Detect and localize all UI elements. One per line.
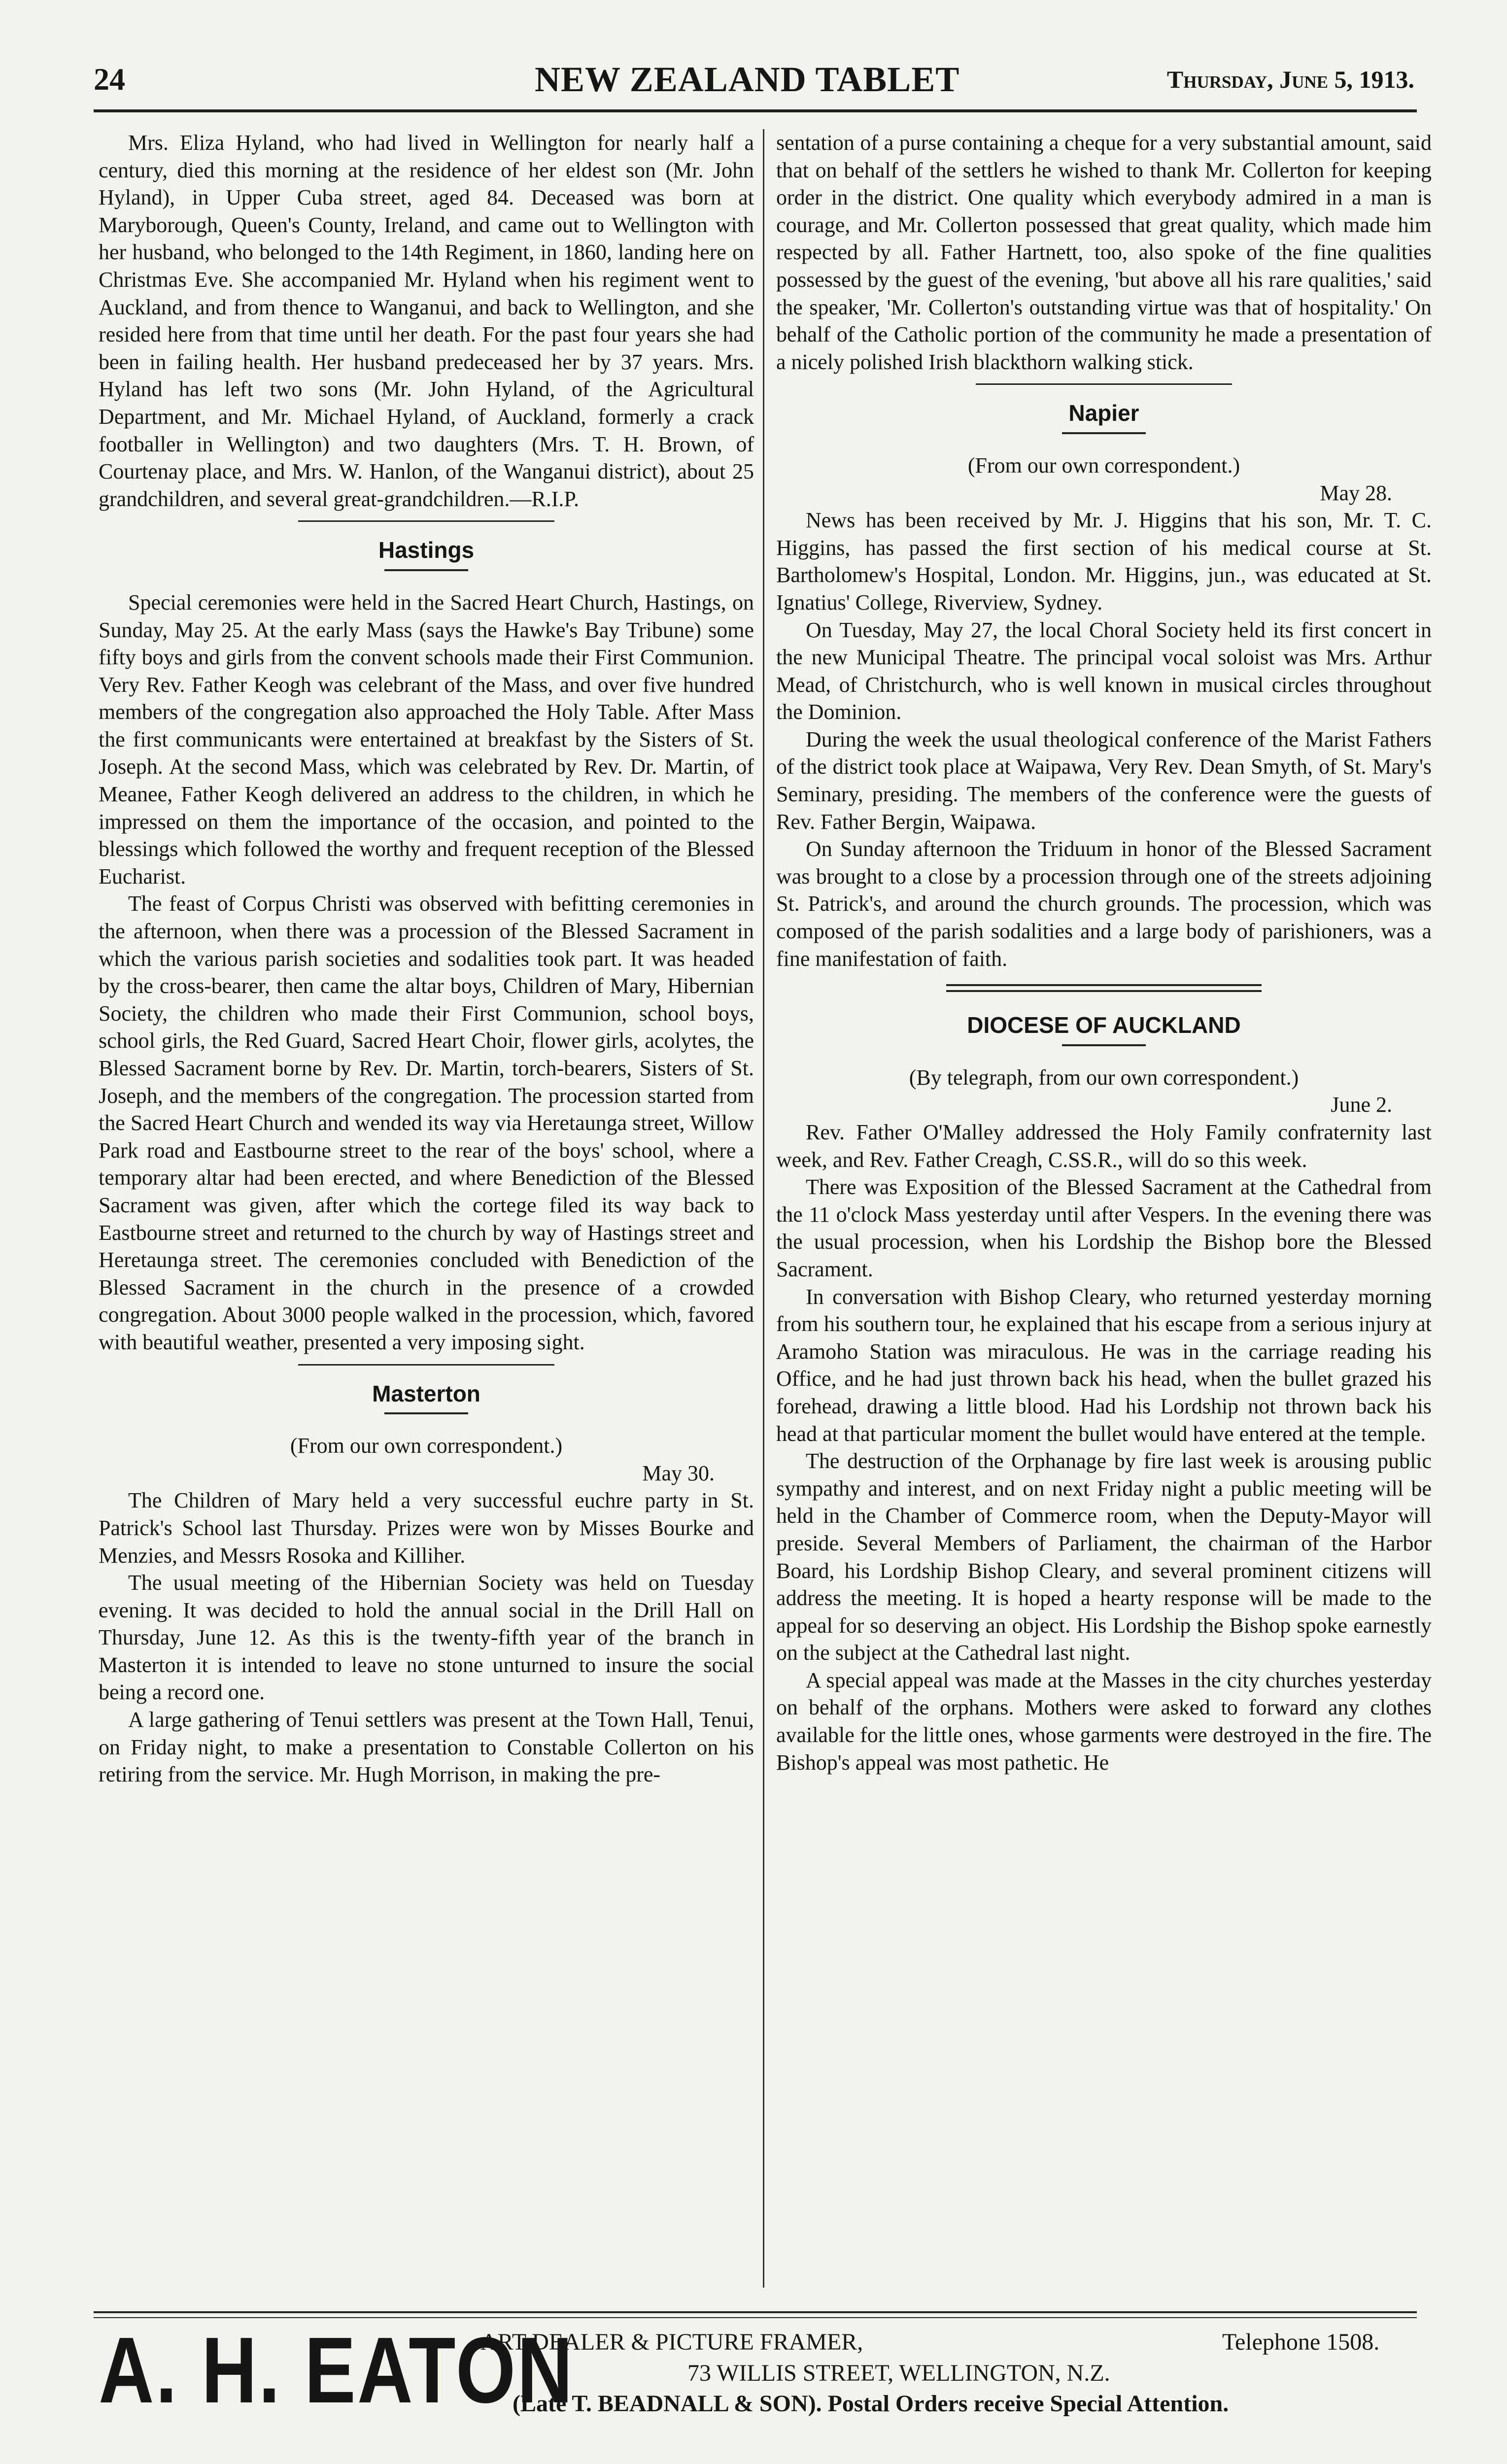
masterton-paragraph-3: A large gathering of Tenui settlers was present at the Town Hall, Tenui, on Friday night, to make a presentation to Constable Collerton on his retiring from the service. Mr. Hugh Morrison, in making the pre-: [99, 1708, 754, 1787]
auckland-correspondent: (By telegraph, from our own correspondent.): [909, 1065, 1299, 1090]
advertiser-phone: Telephone 1508.: [1222, 2329, 1380, 2355]
issue-date: Thursday, June 5, 1913.: [1166, 66, 1414, 93]
auckland-paragraph-4: The destruction of the Orphanage by fire last week is arousing public sympathy and interest, and on next Friday night a public meeting will be held in the Chamber of Commerce room, when the Deputy-Mayor will preside. Several Members of Parliament, the chairman of the Harbor Board, his Lordship Bishop Cleary, and several prominent citizens will address the meeting. It is hoped a hearty response will be made to the appeal for so deserving an object. His Lordship the Bishop spoke earnestly on the subject at the Cathedral last night.: [776, 1449, 1432, 1665]
section-divider: [298, 1364, 554, 1366]
masterton-dateline: May 30.: [642, 1461, 715, 1485]
header-rule: [94, 109, 1417, 112]
heading-rule: [384, 569, 468, 571]
page-header: [94, 55, 1414, 109]
advertiser-address: 73 WILLIS STREET, WELLINGTON, N.Z.: [687, 2360, 1110, 2386]
napier-heading: Napier: [1068, 400, 1139, 426]
auckland-paragraph-1: Rev. Father O'Malley addressed the Holy Family confraternity last week, and Rev. Father Creagh, C.SS.R., will do so this week.: [776, 1120, 1432, 1172]
section-divider: [298, 520, 554, 522]
left-column: [99, 129, 754, 1788]
hastings-paragraph-1: Special ceremonies were held in the Sacred Heart Church, Hastings, on Sunday, May 25. At the early Mass (says the Hawke's Bay Tribune) some fifty boys and girls from the convent schools made their First Communion. Very Rev. Father Keogh was celebrant of the Mass, and over five hundred members of the congregation also approached the Holy Table. After Mass the first communicants were entertained at breakfast by the Sisters of St. Joseph. At the second Mass, which was celebrated by Rev. Dr. Martin, of Meanee, Father Keogh delivered an address to the children, in which he impressed on them the importance of the occasion, and pointed to the blessings which followed the worthy and frequent reception of the Blessed Eucharist.: [99, 590, 754, 889]
heading-rule: [384, 1412, 468, 1414]
right-column: [776, 129, 1432, 1776]
heading-rule: [1062, 1044, 1146, 1046]
masterton-correspondent: (From our own correspondent.): [290, 1434, 563, 1458]
auckland-paragraph-5: A special appeal was made at the Masses in the city churches yesterday on behalf of the orphans. Mothers were asked to forward any clothes available for the little ones, whose garments were destroyed in the fire. The Bishop's appeal was most pathetic. He: [776, 1668, 1432, 1775]
masterton-paragraph-2: The usual meeting of the Hibernian Society was held on Tuesday evening. It was decided to hold the annual social in the Drill Hall on Thursday, June 12. As this is the twenty-fifth year of the branch in Masterton it is intended to leave no stone unturned to insure the social being a record one.: [99, 1571, 754, 1705]
advertiser-trade: ART DEALER & PICTURE FRAMER,: [480, 2329, 863, 2355]
napier-paragraph-4: On Sunday afternoon the Triduum in honor of the Blessed Sacrament was brought to a close by a procession through one of the streets adjoining St. Patrick's, and around the church grounds. The procession, which was composed of the parish sodalities and a large body of parishioners, was a fine manifestation of faith.: [776, 837, 1432, 971]
masterton-heading: Masterton: [372, 1380, 480, 1406]
heading-rule: [1062, 432, 1146, 434]
napier-paragraph-2: On Tuesday, May 27, the local Choral Society held its first concert in the new Municipal Theatre. The principal vocal soloist was Mrs. Arthur Mead, of Christchurch, who is well known in musical circles throughout the Dominion.: [776, 617, 1432, 724]
napier-dateline: May 28.: [1320, 480, 1392, 505]
hastings-heading: Hastings: [378, 537, 475, 563]
napier-correspondent: (From our own correspondent.): [967, 453, 1240, 478]
hastings-paragraph-2: The feast of Corpus Christi was observed with befitting ceremonies in the afternoon, when there was a procession of the Blessed Sacrament in which the various parish societies and sodalities took part. It was headed by the cross-bearer, then came the altar boys, Children of Mary, Hibernian Society, the children who made their First Communion, school boys, school girls, the Red Guard, Sacred Heart Choir, flower girls, acolytes, the Blessed Sacrament borne by Rev. Dr. Martin, torch-bearers, Sisters of St. Joseph, and the members of the congregation. The procession started from the Sacred Heart Church and wended its way via Heretaunga street, Willow Park road and Eastbourne street to the rear of the boys' school, where a temporary altar had been erected, and where Benediction of the Blessed Sacrament was given, after which the cortege filed its way back to Eastbourne street and returned to the church by way of Hastings street and Heretaunga street. The ceremonies concluded with Benediction of the Blessed Sacrament in the church in the presence of a crowded congregation. About 3000 people walked in the procession, which, favored with beautiful weather, presented a very imposing sight.: [99, 891, 754, 1354]
double-rule: [946, 984, 1262, 992]
auckland-paragraph-3: In conversation with Bishop Cleary, who returned yesterday morning from his southern tour, he explained that his escape from a serious injury at Aramoho Station was miraculous. He was in the carriage reading his Office, and he had just thrown back his head, when the bullet grazed his forehead, drawing a little blood. Had his Lordship not thrown back his head at that particular moment the bullet would have entered at the temple.: [776, 1284, 1432, 1446]
napier-paragraph-3: During the week the usual theological conference of the Marist Fathers of the district took place at Waipawa, Very Rev. Dean Smyth, of St. Mary's Seminary, presiding. The members of the conference were the guests of Rev. Father Bergin, Waipawa.: [776, 727, 1432, 834]
section-divider: [976, 383, 1232, 385]
page-number: 24: [94, 62, 125, 97]
auckland-heading: DIOCESE OF AUCKLAND: [967, 1012, 1241, 1038]
obituary-paragraph: Mrs. Eliza Hyland, who had lived in Wellington for nearly half a century, died this morning at the residence of her eldest son (Mr. John Hyland), in Upper Cuba street, aged 84. Deceased was born at Maryborough, Queen's County, Ireland, and came out to Wellington with her husband, who belonged to the 14th Regiment, in 1860, landing here on Christmas Eve. She accompanied Mr. Hyland when his regiment went to Auckland, and from thence to Wanganui, and back to Wellington, and she resided here from that time until her death. For the past four years she had been in failing health. Her husband predeceased her by 37 years. Mrs. Hyland has left two sons (Mr. John Hyland, of the Agricultural Department, and Mr. Michael Hyland, of Auckland, formerly a crack footballer in Wellington) and two daughters (Mrs. T. H. Brown, of Courtenay place, and Mrs. W. Hanlon, of the Wanganui district), about 25 grandchildren, and several great-grandchildren.—R.I.P.: [99, 131, 754, 511]
auckland-paragraph-2: There was Exposition of the Blessed Sacrament at the Cathedral from the 11 o'clock Mass yesterday until after Vespers. In the evening there was the usual procession, when his Lordship the Bishop bore the Blessed Sacrament.: [776, 1175, 1432, 1281]
advertiser-note: (Late T. BEADNALL & SON). Postal Orders receive Special Attention.: [513, 2391, 1229, 2417]
advertiser-name: A. H. EATON: [99, 2318, 575, 2423]
masthead-title: NEW ZEALAND TABLET: [535, 60, 960, 99]
napier-paragraph-1: News has been received by Mr. J. Higgins that his son, Mr. T. C. Higgins, has passed the first section of his medical course at St. Bartholomew's Hospital, London. Mr. Higgins, jun., was educated at St. Ignatius' College, Riverview, Sydney.: [776, 508, 1432, 615]
auckland-dateline: June 2.: [1331, 1093, 1392, 1117]
masterton-paragraph-1: The Children of Mary held a very successful euchre party in St. Patrick's School last Thursday. Prizes were won by Misses Bourke and Menzies, and Messrs Rosoka and Killiher.: [99, 1488, 754, 1568]
column-divider: [763, 129, 764, 2288]
continued-paragraph: sentation of a purse containing a cheque for a very substantial amount, said that on behalf of the settlers he wished to thank Mr. Collerton for keeping order in the district. One quality which everybody admired in a man is courage, and Mr. Collerton possessed that great quality, which made him respected by all. Father Hartnett, too, also spoke of the fine qualities possessed by the guest of the evening, 'but above all his rare qualities,' said the speaker, 'Mr. Collerton's outstanding virtue was that of hospitality.' On behalf of the Catholic portion of the community he made a presentation of a nicely polished Irish blackthorn walking stick.: [776, 131, 1432, 374]
footer-rule: [94, 2311, 1417, 2318]
